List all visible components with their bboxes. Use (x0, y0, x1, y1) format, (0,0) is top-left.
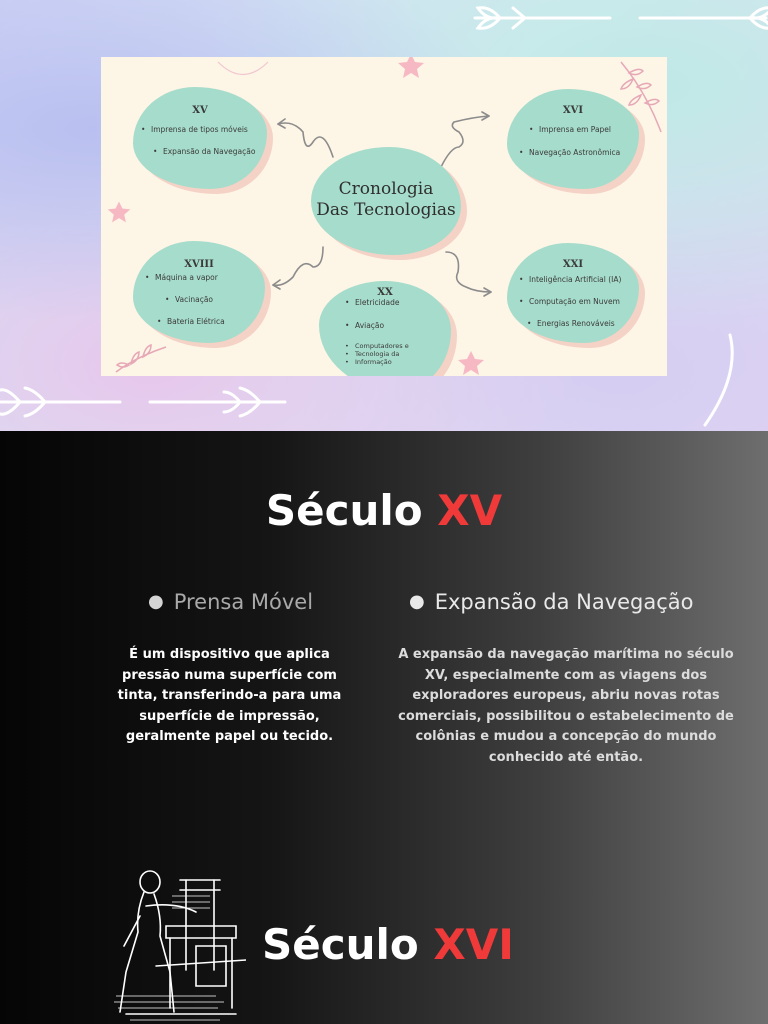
node-xxi (507, 243, 639, 343)
node-xvi (507, 89, 639, 189)
node-xviii (133, 241, 265, 343)
mindmap-card (101, 57, 667, 376)
node-xxi-item: • Inteligência Artificial (IA) (529, 275, 621, 284)
section-xvi-heading-prefix: Século (262, 920, 419, 969)
branch-doodle-top-right (470, 0, 768, 40)
node-xx-title: XX (377, 287, 393, 298)
section-xv-heading (0, 486, 768, 535)
node-xvi-item: • Navegação Astronômica (529, 148, 620, 157)
section-xvi-heading-numeral: XVI (433, 920, 514, 969)
node-xx-item: • Aviação (355, 321, 409, 330)
col1-heading (148, 590, 313, 614)
center-title-line2: Das Tecnologias (316, 200, 456, 220)
node-xx-item: • Computadores e (355, 342, 409, 350)
col2-title: Expansão da Navegação (434, 590, 694, 614)
node-xv-title: XV (192, 105, 208, 116)
node-xviii-item: • Máquina a vapor (155, 273, 225, 282)
node-xx-item-cont: • Informação (355, 358, 409, 366)
col2-paragraph: A expansão da navegação marítima no século XV, especialmente com as viagens dos exploradores europeus, abriu novas rotas comerciais, possibilitou o estabelecimento de colônias e mudou a concepção do mundo conhecido até então. (398, 647, 734, 765)
node-xxi-item: • Energias Renováveis (537, 319, 621, 328)
node-xxi-item: • Computação em Nuvem (529, 297, 621, 306)
node-xv-item: • Expansão da Navegação (163, 147, 255, 156)
node-xx-item: • Eletricidade (355, 298, 409, 307)
node-xviii-title: XVIII (184, 259, 214, 270)
printing-press-illustration (96, 866, 246, 1024)
col1-title: Prensa Móvel (173, 590, 314, 614)
node-xviii-item: • Vacinação (175, 295, 225, 304)
node-xvi-item: • Imprensa em Papel (539, 125, 620, 134)
node-xx-item-cont: • Tecnologia da (355, 350, 409, 358)
node-xvi-title: XVI (562, 105, 584, 116)
top-banner (0, 0, 768, 431)
branch-doodle-bottom-left (0, 374, 290, 424)
col1-paragraph: É um dispositivo que aplica pressão numa superfície com tinta, transferindo-a para uma superfície de impressão, geralmente papel ou tecido. (117, 647, 342, 744)
node-xx (319, 281, 451, 376)
node-xv-item: • Imprensa de tipos móveis (151, 125, 255, 134)
bullet-dot-icon: ● (409, 591, 425, 612)
node-xv (133, 87, 267, 189)
section-xv-heading-prefix: Século (265, 486, 423, 535)
section-xv-heading-numeral: XV (437, 486, 503, 535)
node-xxi-title: XXI (562, 259, 584, 270)
center-title-line1: Cronologia (338, 179, 434, 199)
section-xvi-heading (262, 920, 514, 969)
node-xviii-item: • Bateria Elétrica (167, 317, 225, 326)
col2-heading (409, 590, 694, 614)
vertical-line-doodle (700, 330, 760, 430)
bullet-dot-icon: ● (148, 591, 164, 612)
